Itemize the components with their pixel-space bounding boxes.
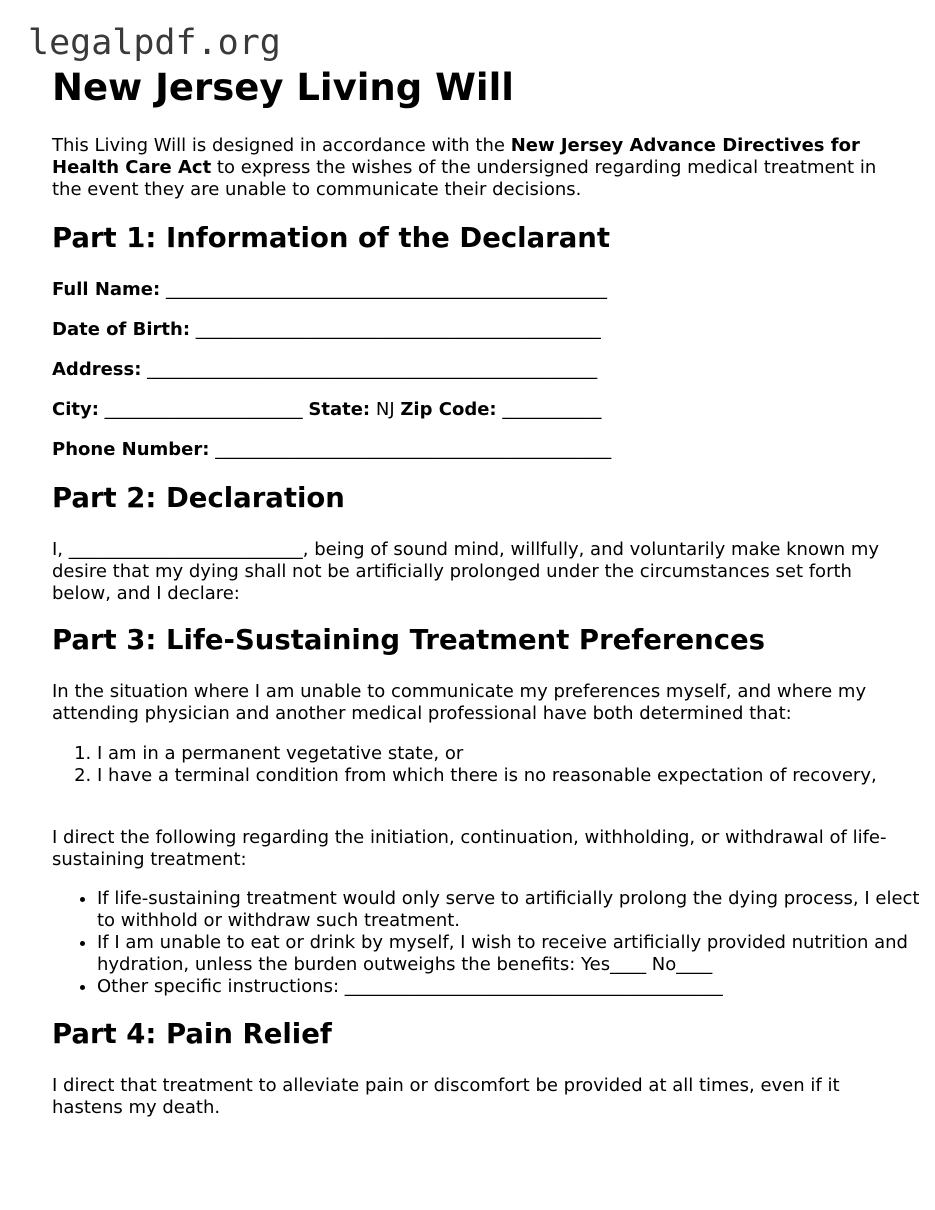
dob-label: Date of Birth: [52,319,191,340]
state-value: NJ [375,399,395,420]
watermark-logo: legalpdf.org [28,23,281,63]
list-item: 2. I have a terminal condition from which there is no reasonable expectation of recovery, [97,765,935,787]
city-blank[interactable]: ______________________ [104,399,303,420]
intro-suffix: to express the wishes of the undersigned regarding medical treatment in the event they are unable to communicate their decisions. [52,157,877,200]
list-item: 1. I am in a permanent vegetative state, or [97,743,935,765]
intro-prefix: This Living Will is designed in accordance with the [52,135,511,156]
act-name: New Jersey Advance Directives for Health Care Act [52,135,860,178]
phone-blank[interactable]: ____________________________________________ [215,439,612,460]
intro-paragraph [52,135,887,201]
state-label: State: [308,399,371,420]
full-name-field[interactable] [52,279,607,301]
city-label: City: [52,399,99,420]
address-blank[interactable]: __________________________________________________ [147,359,598,380]
direction-paragraph: I direct the following regarding the initiation, continuation, withholding, or withdrawal of life-sustaining treatment: [52,827,887,870]
phone-field[interactable] [52,439,611,461]
list-item: • If life-sustaining treatment would only serve to artificially prolong the dying process, I elect to withhold or withdraw such treatment. [97,888,935,932]
full-name-blank[interactable]: _________________________________________________ [165,279,607,300]
address-label: Address: [52,359,142,380]
choices-list [52,888,935,998]
pain-relief-paragraph: I direct that treatment to alleviate pain or discomfort be provided at all times, even if it hastens my death. [52,1075,840,1118]
part2-heading: Part 2: Declaration [52,482,345,514]
list-item: • Other specific instructions: __________________________________________ [97,976,935,998]
zip-label: Zip Code: [400,399,497,420]
part1-heading: Part 1: Information of the Declarant [52,222,611,254]
dob-blank[interactable]: _____________________________________________ [195,319,601,340]
city-state-zip-field[interactable] [52,399,601,421]
full-name-label: Full Name: [52,279,161,300]
conditions-list [52,743,935,787]
address-field[interactable] [52,359,597,381]
part4-heading: Part 4: Pain Relief [52,1018,332,1050]
list-item: • If I am unable to eat or drink by myself, I wish to receive artificially provided nutrition and hydration, unless the burden outweighs the benefits: Yes____ No____ [97,932,935,976]
document-title: New Jersey Living Will [52,66,514,109]
part3-heading: Part 3: Life-Sustaining Treatment Preferences [52,624,766,656]
declaration-paragraph: I, __________________________, being of sound mind, willfully, and voluntarily make known my desire that my dying shall not be artificially prolonged under the circumstances set forth below, and I declare: [52,539,880,604]
part3-intro-paragraph: In the situation where I am unable to communicate my preferences myself, and where my attending physician and another medical professional have both determined that: [52,681,867,724]
phone-label: Phone Number: [52,439,210,460]
zip-blank[interactable]: ___________ [502,399,602,420]
dob-field[interactable] [52,319,601,341]
